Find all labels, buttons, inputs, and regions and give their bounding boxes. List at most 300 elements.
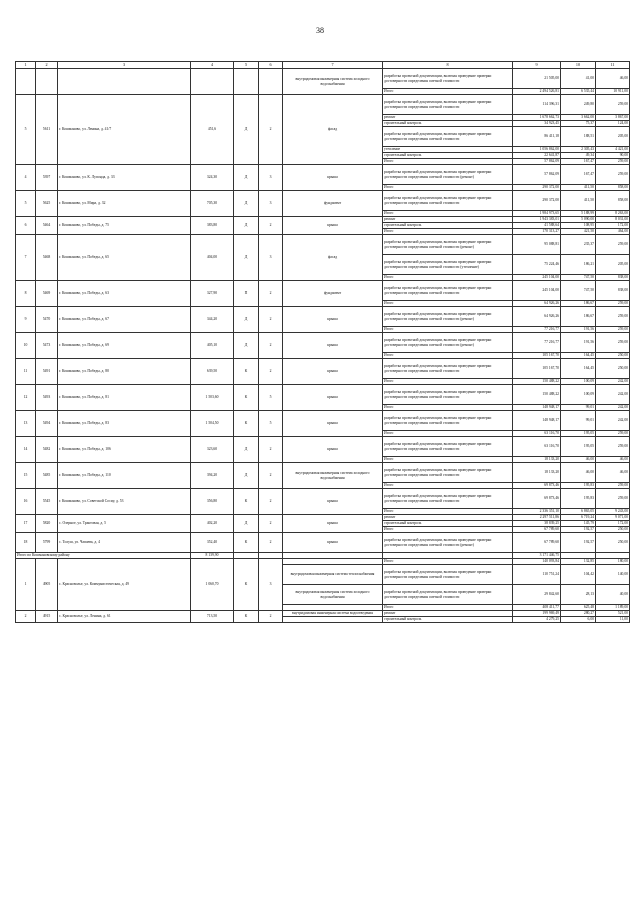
- cost: 148 948,17: [513, 411, 561, 431]
- work-description: разработка проектной документации, включая проведение проверки достоверности определения сметной стоимости: [383, 565, 513, 585]
- work-description: Итого: [383, 457, 513, 463]
- row-number: 2: [16, 611, 36, 623]
- column-header: 5: [234, 62, 259, 69]
- wall-material: П: [234, 281, 259, 307]
- address: г. Кошманово, ул. Победы, д. 110: [58, 463, 191, 489]
- address: г. Кошманово, ул. Советской Сосиу, д. 53: [58, 489, 191, 515]
- floors: 2: [259, 217, 283, 235]
- area: [191, 69, 234, 95]
- work-type: крыша: [283, 411, 383, 437]
- wall-material: Д: [234, 165, 259, 191]
- max-cost: 259,00: [596, 431, 630, 437]
- cost: 69 873,46: [513, 483, 561, 489]
- unit-cost: 186,67: [561, 307, 596, 327]
- wall-material: Д: [234, 437, 259, 463]
- wall-material: К: [234, 533, 259, 553]
- cost: 2 494 526,81: [513, 89, 561, 95]
- house-id: [36, 69, 58, 95]
- column-header: 7: [283, 62, 383, 69]
- work-description: строительный контроль: [383, 617, 513, 623]
- work-type: фасад: [283, 235, 383, 281]
- unit-cost: 249,80: [561, 95, 596, 115]
- max-cost: 259,00: [596, 165, 630, 185]
- work-type: крыша: [283, 385, 383, 411]
- row-number: 15: [16, 463, 36, 489]
- cost: 69 873,46: [513, 489, 561, 509]
- unit-cost: 6,00: [561, 617, 596, 623]
- row-number: 6: [16, 217, 36, 235]
- work-type: крыша: [283, 515, 383, 533]
- wall-material: К: [234, 611, 259, 623]
- unit-cost: 192,57: [561, 527, 596, 533]
- work-description: Итого: [383, 605, 513, 611]
- cost: 63 116,70: [513, 431, 561, 437]
- unit-cost: 164,45: [561, 353, 596, 359]
- cost: 290 372,00: [513, 191, 561, 211]
- cost: 1 678 662,73: [513, 115, 561, 121]
- unit-cost: 747,50: [561, 275, 596, 281]
- wall-material: Д: [234, 235, 259, 281]
- work-description: Итого: [383, 527, 513, 533]
- floors: 2: [259, 489, 283, 515]
- work-type: крыша: [283, 533, 383, 553]
- max-cost: 259,00: [596, 307, 630, 327]
- cost: 105 167,70: [513, 353, 561, 359]
- max-cost: 8 031,00: [596, 217, 630, 223]
- unit-cost: 164,45: [561, 359, 596, 379]
- unit-cost: 6 865,05: [561, 509, 596, 515]
- unit-cost: 235,37: [561, 235, 596, 255]
- max-cost: 4 421,00: [596, 147, 630, 153]
- unit-cost: 186,67: [561, 301, 596, 307]
- area: 1 503,60: [191, 385, 234, 411]
- column-header: 4: [191, 62, 234, 69]
- row-number: 8: [16, 281, 36, 307]
- max-cost: 3 867,00: [596, 115, 630, 121]
- cost: 18 133,20: [513, 463, 561, 483]
- max-cost: 180,00: [596, 559, 630, 565]
- unit-cost: 625,48: [561, 605, 596, 611]
- unit-cost: 100,09: [561, 379, 596, 385]
- cost: 22 641,87: [513, 153, 561, 159]
- table-row: [16, 95, 630, 115]
- floors: 2: [259, 281, 283, 307]
- cost: 77 216,77: [513, 333, 561, 353]
- area: 394,20: [191, 463, 234, 489]
- unit-cost: 191,56: [561, 327, 596, 333]
- column-header: 8: [383, 62, 513, 69]
- address: г. Кошманово, ул. Победы, д. 69: [58, 333, 191, 359]
- house-id: 5485: [36, 463, 58, 489]
- wall-material: [234, 69, 259, 95]
- unit-cost: 104,42: [561, 565, 596, 585]
- row-number: 5: [16, 191, 36, 217]
- max-cost: 858,00: [596, 191, 630, 211]
- wall-material: Д: [234, 191, 259, 217]
- max-cost: 172,00: [596, 521, 630, 527]
- cost: 199 969,49: [513, 611, 561, 617]
- cost: 2 297 511,86: [513, 515, 561, 521]
- cost: 110 751,24: [513, 565, 561, 585]
- cost: 1 056 862,00: [513, 147, 561, 153]
- wall-material: Д: [234, 307, 259, 333]
- work-description: разработка проектной документации, включая проведение проверки достоверности определения сметной стоимости: [383, 359, 513, 379]
- unit-cost: 99,01: [561, 411, 596, 431]
- row-number: 17: [16, 515, 36, 533]
- max-cost: 250,00: [596, 533, 630, 553]
- max-cost: 250,00: [596, 353, 630, 359]
- work-type: внутридомовая инженерная система водоотведения: [283, 611, 383, 617]
- wall-material: К: [234, 385, 259, 411]
- work-type: крыша: [283, 333, 383, 359]
- table-row: [16, 307, 630, 327]
- cost: 64 926,26: [513, 307, 561, 327]
- cost: 148 948,17: [513, 405, 561, 411]
- table-row: [16, 191, 630, 211]
- max-cost: 205,00: [596, 255, 630, 275]
- cost: 170 313,27: [513, 229, 561, 235]
- row-number: 9: [16, 307, 36, 333]
- row-number: [16, 69, 36, 95]
- floors: 2: [259, 533, 283, 553]
- work-description: Итого: [383, 353, 513, 359]
- work-description: строительный контроль: [383, 153, 513, 159]
- unit-cost: 747,50: [561, 281, 596, 301]
- cost: 245 104,00: [513, 281, 561, 301]
- work-type: крыша: [283, 307, 383, 333]
- unit-cost: 195,83: [561, 489, 596, 509]
- address: г. Кошманово, ул. Мира, д. 32: [58, 191, 191, 217]
- area: 356,80: [191, 489, 234, 515]
- house-id: 5468: [36, 235, 58, 281]
- table-row: [16, 165, 630, 185]
- work-description: разработка проектной документации, включая проведение проверки достоверности определения сметной стоимости: [383, 585, 513, 605]
- area: 639,50: [191, 359, 234, 385]
- work-description: Итого: [383, 185, 513, 191]
- row-number: 4: [16, 165, 36, 191]
- unit-cost: 421,50: [561, 229, 596, 235]
- work-description: Итого: [383, 559, 513, 565]
- work-description: Итого: [383, 301, 513, 307]
- area: 1 504,50: [191, 411, 234, 437]
- area: 404,00: [191, 235, 234, 281]
- unit-cost: 195,05: [561, 437, 596, 457]
- cost: 408 411,77: [513, 605, 561, 611]
- column-header: 9: [513, 62, 561, 69]
- floors: 3: [259, 235, 283, 281]
- max-cost: 464,00: [596, 229, 630, 235]
- table-row: [16, 411, 630, 431]
- area: 1 060,70: [191, 559, 234, 611]
- house-id: 5469: [36, 281, 58, 307]
- max-cost: 40,00: [596, 585, 630, 605]
- work-type: крыша: [283, 359, 383, 385]
- unit-cost: 5 188,99: [561, 211, 596, 217]
- area: 402,20: [191, 515, 234, 533]
- table-row: [16, 533, 630, 553]
- work-description: разработка проектной документации, включая проведение проверки достоверности определения сметной стоимости (ремонт): [383, 333, 513, 353]
- max-cost: 250,00: [596, 359, 630, 379]
- cost: 34 923,45: [513, 121, 561, 127]
- cost: 67 789,60: [513, 527, 561, 533]
- house-id: 5473: [36, 333, 58, 359]
- floors: 2: [259, 611, 283, 623]
- work-description: Итого: [383, 405, 513, 411]
- cost: 38 839,25: [513, 521, 561, 527]
- column-header: 11: [596, 62, 630, 69]
- work-type: внутридомовая инженерная система холодного водоснабжения: [283, 463, 383, 489]
- area: 323,60: [191, 437, 234, 463]
- wall-material: К: [234, 559, 259, 611]
- wall-material: Д: [234, 217, 259, 235]
- address: г. Кошманово, ул. Победы, д. 106: [58, 437, 191, 463]
- work-type: фундамент: [283, 281, 383, 307]
- cost: 21 505,00: [513, 69, 561, 89]
- work-description: Итого: [383, 431, 513, 437]
- house-id: 5470: [36, 307, 58, 333]
- unit-cost: 145,79: [561, 521, 596, 527]
- max-cost: 46,00: [596, 463, 630, 483]
- address: с. Толуш, ул. Чапаева, д. 4: [58, 533, 191, 553]
- unit-cost: 3 662,00: [561, 115, 596, 121]
- row-number: 1: [16, 559, 36, 611]
- capital-repair-table-sheet: [15, 61, 629, 623]
- cost: 64 926,26: [513, 301, 561, 307]
- max-cost: 242,00: [596, 411, 630, 431]
- column-header: 1: [16, 62, 36, 69]
- unit-cost: 49,34: [561, 153, 596, 159]
- max-cost: 250,00: [596, 527, 630, 533]
- capital-repair-table: [15, 61, 630, 623]
- district-total-area: 8 139,90: [191, 553, 234, 559]
- work-description: разработка проектной документации, включая проведение проверки достоверности определения сметной стоимости: [383, 281, 513, 301]
- work-description: разработка проектной документации, включая проведение проверки достоверности определения сметной стоимости (утепление): [383, 255, 513, 275]
- max-cost: 858,00: [596, 185, 630, 191]
- max-cost: 259,00: [596, 437, 630, 457]
- work-description: строительный контроль: [383, 223, 513, 229]
- address: г. Кошманово, ул. Ленина, д. 41/7: [58, 95, 191, 165]
- wall-material: К: [234, 411, 259, 437]
- unit-cost: 108,95: [561, 223, 596, 229]
- work-description: ремонт: [383, 515, 513, 521]
- district-total-sum: 3 171 446,75: [513, 553, 561, 559]
- column-header: 2: [36, 62, 58, 69]
- work-description: Итого: [383, 89, 513, 95]
- table-row: [16, 333, 630, 353]
- row-number: 14: [16, 437, 36, 463]
- work-description: Итого: [383, 327, 513, 333]
- header-row: [16, 62, 630, 69]
- work-type: внутридомовая инженерная система холодного водоснабжения: [283, 585, 383, 605]
- max-cost: 521,00: [596, 611, 630, 617]
- page-number: 38: [316, 26, 324, 35]
- row-number: 12: [16, 385, 36, 411]
- unit-cost: 2 305,43: [561, 147, 596, 153]
- max-cost: 205,00: [596, 127, 630, 147]
- house-id: 4905: [36, 559, 58, 611]
- table-row: [16, 69, 630, 89]
- max-cost: 259,00: [596, 159, 630, 165]
- cost: 95 088,81: [513, 235, 561, 255]
- unit-cost: 195,83: [561, 483, 596, 489]
- max-cost: 259,00: [596, 327, 630, 333]
- work-description: Итого: [383, 211, 513, 217]
- unit-cost: 46,00: [561, 463, 596, 483]
- area: 324,30: [191, 165, 234, 191]
- wall-material: К: [234, 489, 259, 515]
- work-type: [283, 617, 383, 623]
- floors: 2: [259, 359, 283, 385]
- house-id: 5494: [36, 411, 58, 437]
- unit-cost: 5 090,00: [561, 217, 596, 223]
- work-type: внутридомовая инженерная система холодного водоснабжения: [283, 69, 383, 95]
- area: 344,20: [191, 307, 234, 333]
- table-row: [16, 385, 630, 405]
- cost: 41 588,64: [513, 223, 561, 229]
- unit-cost: 100,09: [561, 385, 596, 405]
- cost: 75 224,46: [513, 255, 561, 275]
- address: [58, 69, 191, 95]
- work-description: ремонт: [383, 611, 513, 617]
- max-cost: 9 071,00: [596, 515, 630, 521]
- house-id: 5493: [36, 385, 58, 411]
- area: 352,40: [191, 533, 234, 553]
- floors: 2: [259, 463, 283, 489]
- work-description: разработка проектной документации, включая проведение проверки достоверности определения сметной стоимости: [383, 411, 513, 431]
- unit-cost: 411,50: [561, 191, 596, 211]
- cost: 57 862,09: [513, 159, 561, 165]
- unit-cost: 188,51: [561, 127, 596, 147]
- column-header: 6: [259, 62, 283, 69]
- table-row: [16, 235, 630, 255]
- unit-cost: 195,05: [561, 431, 596, 437]
- address: с. Красноволье, ул. Ленина, д. 61: [58, 611, 191, 623]
- cost: 245 104,00: [513, 275, 561, 281]
- address: г. Кошманово, ул. Победы, д. 67: [58, 307, 191, 333]
- max-cost: 259,00: [596, 301, 630, 307]
- work-description: Итого: [383, 159, 513, 165]
- house-id: 5545: [36, 489, 58, 515]
- column-header: 10: [561, 62, 596, 69]
- unit-cost: 6 535,44: [561, 89, 596, 95]
- row-number: 7: [16, 235, 36, 281]
- max-cost: 259,00: [596, 333, 630, 353]
- house-id: 5491: [36, 359, 58, 385]
- district-total-label: Итого по Кошмановскому району: [16, 553, 191, 559]
- cost: 1 984 973,65: [513, 211, 561, 217]
- unit-cost: 132,85: [561, 559, 596, 565]
- work-type: крыша: [283, 489, 383, 515]
- row-number: 10: [16, 333, 36, 359]
- area: 383,80: [191, 217, 234, 235]
- house-id: 4915: [36, 611, 58, 623]
- work-description: ремонт: [383, 115, 513, 121]
- work-description: Итого: [383, 483, 513, 489]
- floors: 2: [259, 437, 283, 463]
- max-cost: 9 243,00: [596, 509, 630, 515]
- unit-cost: 167,47: [561, 159, 596, 165]
- unit-cost: 99,01: [561, 405, 596, 411]
- table-row: [16, 359, 630, 379]
- work-description: разработка проектной документации, включая проведение проверки достоверности определения сметной стоимости (ремонт): [383, 533, 513, 553]
- max-cost: 46,00: [596, 457, 630, 463]
- table-row: [16, 463, 630, 483]
- cost: 1 943 383,01: [513, 217, 561, 223]
- floors: [259, 69, 283, 95]
- work-description: Итого: [383, 379, 513, 385]
- address: с. Красноволье, ул. Коммунистическая, д. 49: [58, 559, 191, 611]
- house-id: 5397: [36, 165, 58, 191]
- unit-cost: 191,56: [561, 333, 596, 353]
- work-description: разработка проектной документации, включая проведение проверки достоверности определения сметной стоимости (ремонт): [383, 307, 513, 327]
- house-id: 5464: [36, 217, 58, 235]
- work-description: разработка проектной документации, включая проведение проверки достоверности определения сметной стоимости: [383, 385, 513, 405]
- max-cost: 90,00: [596, 153, 630, 159]
- work-description: разработка проектной документации, включая проведение проверки достоверности определения сметной стоимости: [383, 69, 513, 89]
- floors: 5: [259, 411, 283, 437]
- max-cost: 242,00: [596, 405, 630, 411]
- house-id: 5625: [36, 191, 58, 217]
- unit-cost: 192,57: [561, 533, 596, 553]
- row-number: 5: [16, 95, 36, 165]
- max-cost: 259,00: [596, 95, 630, 115]
- work-type: крыша: [283, 165, 383, 191]
- work-description: Итого: [383, 275, 513, 281]
- row-number: 13: [16, 411, 36, 437]
- work-description: разработка проектной документации, включая проведение проверки достоверности определения сметной стоимости: [383, 463, 513, 483]
- cost: 2 336 351,10: [513, 509, 561, 515]
- work-description: разработка проектной документации, включая проведение проверки достоверности определения сметной стоимости: [383, 489, 513, 509]
- row-number: 18: [16, 533, 36, 553]
- work-description: разработка проектной документации, включая проведение проверки достоверности определения сметной стоимости: [383, 437, 513, 457]
- work-description: строительный контроль: [383, 121, 513, 127]
- floors: 3: [259, 191, 283, 217]
- wall-material: Д: [234, 515, 259, 533]
- unit-cost: 41,00: [561, 69, 596, 89]
- max-cost: 838,00: [596, 275, 630, 281]
- cost: 105 167,70: [513, 359, 561, 379]
- cost: 4 279,25: [513, 617, 561, 623]
- area: 713,50: [191, 611, 234, 623]
- cost: 57 862,09: [513, 165, 561, 185]
- address: г. Кошманово, ул. Победы, д. 63: [58, 281, 191, 307]
- table-row: [16, 489, 630, 509]
- area: 405,10: [191, 333, 234, 359]
- max-cost: 8 263,00: [596, 211, 630, 217]
- unit-cost: 46,00: [561, 457, 596, 463]
- cost: 29 842,60: [513, 585, 561, 605]
- max-cost: 838,00: [596, 281, 630, 301]
- work-type: фундамент: [283, 191, 383, 217]
- area: 327,90: [191, 281, 234, 307]
- work-description: ремонт: [383, 217, 513, 223]
- cost: 86 411,18: [513, 127, 561, 147]
- max-cost: 124,00: [596, 121, 630, 127]
- max-cost: 242,00: [596, 379, 630, 385]
- floors: 3: [259, 165, 283, 191]
- cost: 18 133,20: [513, 457, 561, 463]
- max-cost: 46,00: [596, 69, 630, 89]
- area: 451,6: [191, 95, 234, 165]
- unit-cost: 6 719,24: [561, 515, 596, 521]
- address: г. Кошманово, ул. Победы, д. 80: [58, 359, 191, 385]
- work-description: разработка проектной документации, включая проведение проверки достоверности определения сметной стоимости: [383, 127, 513, 147]
- floors: 2: [259, 333, 283, 359]
- cost: 63 116,70: [513, 437, 561, 457]
- house-id: 5799: [36, 533, 58, 553]
- house-id: 5482: [36, 437, 58, 463]
- cost: 140 093,84: [513, 559, 561, 565]
